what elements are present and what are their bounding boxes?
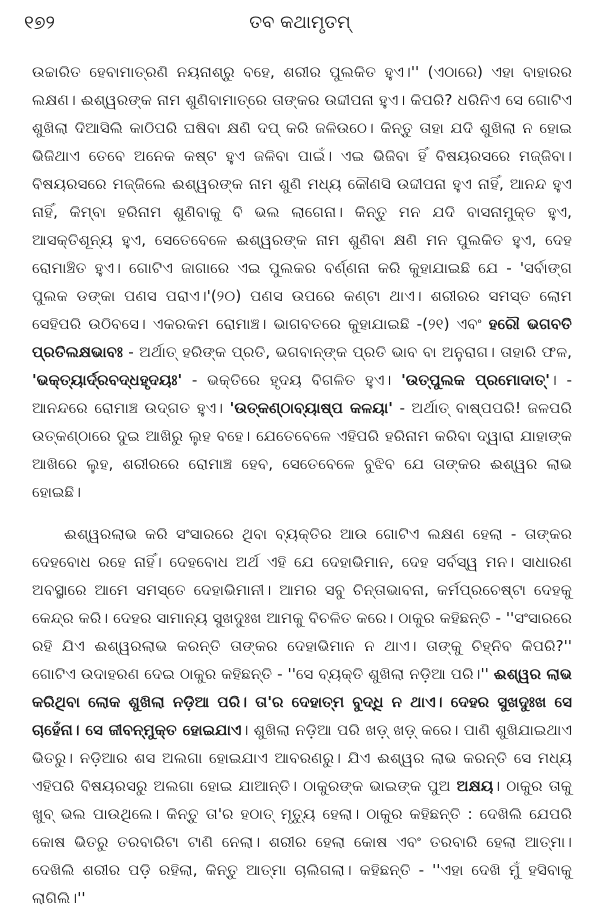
- body-text: [32, 58, 572, 912]
- text-run: - ଅର୍ଥାତ୍ ବାଷ୍ପପରି! ଜଳପରି ଉତ୍କଣ୍ଠାରେ ଦୁଇ ଆଖିରୁ ଲୁହ ବହେ। ଯେତେବେଳେ ଏହିପରି ହରିନାମ କରିବା ଦ୍ୱାରା ଯାହାଙ୍କ ଆଖିରେ ଲୁହ, ଶରୀରରେ ରୋମାଞ୍ଚ ହେବ, ସେତେବେଳେ ବୁଝିବ ଯେ ତାଙ୍କର ଈଶ୍ୱର ଲାଭ ହୋଇଛି।: [32, 399, 572, 501]
- page-number: ୧୭୨: [24, 12, 55, 34]
- bold-text-run: 'ଉତ୍ପୁଲକ ପ୍ରମୋଦାତ୍': [401, 371, 550, 389]
- text-run: । - ଆନନ୍ଦରେ ରୋମାଞ୍ଚ ଉଦ୍‌ଗତ ହୁଏ।: [32, 371, 572, 417]
- running-title: ତବ କଥାମୃତମ୍: [249, 12, 351, 33]
- paragraph: [32, 58, 572, 506]
- bold-text-run: ହରୌ ଭଗବତି ପ୍ରତିଲକ୍ଷଭାବଃ: [32, 315, 572, 361]
- text-run: - ଅର୍ଥାତ୍ ହରିଙ୍କ ପ୍ରତି, ଭଗବାନ୍‌ଙ୍କ ପ୍ରତି ଭାବ ବା ଅନୁରାଗ। ତାହାରି ଫଳ,: [122, 343, 572, 361]
- text-run: । ଠାକୁର ତାକୁ ଖୁବ୍ ଭଲ ପାଉଥିଲେ। କିନ୍ତୁ ତା'ର ହଠାତ୍ ମୃତ୍ୟୁ ହେଲା। ଠାକୁର କହିଛନ୍ତି : ଦେଖିଲି ଯେପରି କୋଷ ଭିତରୁ ତରବାରିଟା ଟାଣି ନେଲା। ଶରୀର ହେଲା କୋଷ ଏବଂ ତରବାରି ହେଲା ଆତ୍ମା। ଦେଖିଲି ଶରୀର ପଡ଼ି ରହିଲା, କିନ୍ତୁ ଆତ୍ମା ଚାଲିଗଲା। କହିଛନ୍ତି - ''ଏହା ଦେଖି ମୁଁ ହସିବାକୁ ଲାଗିଲି।'': [32, 777, 572, 907]
- text-run: ଈଶ୍ୱରଲାଭ କରି ସଂସାରରେ ଥିବା ବ୍ୟକ୍ତିର ଆଉ ଗୋଟିଏ ଲକ୍ଷଣ ହେଲା - ତାଙ୍କର ଦେହବୋଧ ରହେ ନାହିଁ। ଦେହବୋଧ ଅର୍ଥ ଏହି ଯେ ଦେହାଭିମାନ, ଦେହ ସର୍ବସ୍ୱ ମନ। ସାଧାରଣ ଅବସ୍ଥାରେ ଆମେ ସମସ୍ତେ ଦେହାଭିମାନୀ। ଆମର ସବୁ ଚିନ୍ତାଭାବନା, କର୍ମପ୍ରଚେଷ୍ଟା ଦେହକୁ କେନ୍ଦ୍ର କରି। ଦେହର ସାମାନ୍ୟ ସୁଖଦୁଃଖ ଆମକୁ ବିଚଳିତ କରେ। ଠାକୁର କହିଛନ୍ତି - ''ସଂସାରରେ ରହି ଯିଏ ଈଶ୍ୱରଲାଭ କରନ୍ତି ତାଙ୍କର ଦେହାଭିମାନ ନ ଥାଏ। ତାଙ୍କୁ ଚିହ୍ନିବ କିପରି?'' ଗୋଟିଏ ଉଦାହରଣ ଦେଇ ଠାକୁର କହିଛନ୍ତି - ''ସେ ବ୍ୟକ୍ତି ଶୁଖିଲା ନଡ଼ିଆ ପରି।'': [32, 525, 572, 683]
- bold-text-run: ଅକ୍ଷୟ: [456, 777, 494, 795]
- bold-text-run: ଈଶ୍ୱର ଲାଭ କରିଥିବା ଲୋକ ଶୁଖିଲା ନଡ଼ିଆ ପରି। ତା'ର ଦେହାତ୍ମ ବୁଦ୍ଧି ନ ଥାଏ। ଦେହର ସୁଖଦୁଃଖ ସେ ଚାହେଁନା। ସେ ଜୀବନ୍ମୁକ୍ତ ହୋଇଯାଏ: [32, 665, 572, 739]
- text-run: ଉଚ୍ଚାରିତ ହେବାମାତ୍ରଣି ନୟନାଶ୍ରୁ ବହେ, ଶରୀର ପୁଲକିତ ହୁଏ।'' (ଏଠାରେ) ଏହା ବାହାରର ଲକ୍ଷଣ। ଈଶ୍ୱରଙ୍କ ନାମ ଶୁଣିବାମାତ୍ରେ ତାଙ୍କର ଉଦ୍ଦୀପନା ହୁଏ। କିପରି? ଧରିନିଏ ସେ ଗୋଟିଏ ଶୁଖିଲା ଦିଆସିଲି କାଠିପରି ଘଷିବା କ୍ଷଣି ଦପ୍ କରି ଜଳିଉଠେ। କିନ୍ତୁ ତାହା ଯଦି ଶୁଖିଲା ନ ହୋଇ ଭିଜିଥାଏ ତେବେ ଅନେକ କଷ୍ଟ ହୁଏ ଜଳିବା ପାଇଁ। ଏଇ ଭିଜିବା ହିଁ ବିଷୟରସରେ ମଜ୍ଜିବା। ବିଷୟରସରେ ମଜ୍ଜିଲେ ଈଶ୍ୱରଙ୍କ ନାମ ଶୁଣି ମଧ୍ୟ କୌଣସି ଉଦ୍ଦୀପନା ହୁଏ ନାହିଁ, ଆନନ୍ଦ ହୁଏ ନାହିଁ, କିମ୍ବା ହରିନାମ ଶୁଣିବାକୁ ବି ଭଲ ଲାଗେନା। କିନ୍ତୁ ମନ ଯଦି ବାସନାମୁକ୍ତ ହୁଏ, ଆସକ୍ତିଶୂନ୍ୟ ହୁଏ, ସେତେବେଳେ ଈଶ୍ୱରଙ୍କ ନାମ ଶୁଣିବା କ୍ଷଣି ମନ ପୁଲକିତ ହୁଏ, ଦେହ ରୋମାଞ୍ଚିତ ହୁଏ। ଗୋଟିଏ ଜାଗାରେ ଏଇ ପୁଲକର ବର୍ଣ୍ଣନା କରି କୁହାଯାଇଛି ଯେ - 'ସର୍ବାଙ୍ଗ ପୁଲକ ଡଙ୍କା ପଣସ ପରାଏ।'(୨୦) ପଣସ ଉପରେ କଣ୍ଟା ଥାଏ। ଶରୀରର ସମସ୍ତ ଲୋମ ସେହିପରି ଉଠିବସେ। ଏକରକମ ରୋମାଞ୍ଚ। ଭାଗବତରେ କୁହାଯାଇଛି -(୨୧) ଏବଂ: [32, 63, 572, 333]
- bold-text-run: 'ଭକ୍ତ୍ୟାର୍ଦ୍ରବଦ୍ଧହୃଦୟଃ': [32, 371, 183, 389]
- page-header: [24, 12, 576, 42]
- text-run: - ଭକ୍ତିରେ ହୃଦୟ ବିଗଳିତ ହୁଏ।: [182, 371, 402, 389]
- paragraph: [32, 520, 572, 912]
- text-run: । ଶୁଖିଲା ନଡ଼ିଆ ପରି ଖଡ଼୍ ଖଡ଼୍ କରେ। ପାଣି ଶୁଖିଯାଇଥାଏ ଭିତରୁ। ନଡ଼ିଆର ଶସ ଅଲଗା ହୋଇଯାଏ ଆବରଣରୁ। ଯିଏ ଈଶ୍ୱର ଲାଭ କରନ୍ତି ସେ ମଧ୍ୟ ଏହିପରି ବିଷୟରସରୁ ଅଲଗା ହୋଇ ଯାଆନ୍ତି। ଠାକୁରଙ୍କ ଭାଇଙ୍କ ପୁଅ: [32, 721, 573, 795]
- bold-text-run: 'ଉତ୍କଣ୍ଠାବ୍ୟାଷ୍ପ କଳୟା': [229, 399, 393, 417]
